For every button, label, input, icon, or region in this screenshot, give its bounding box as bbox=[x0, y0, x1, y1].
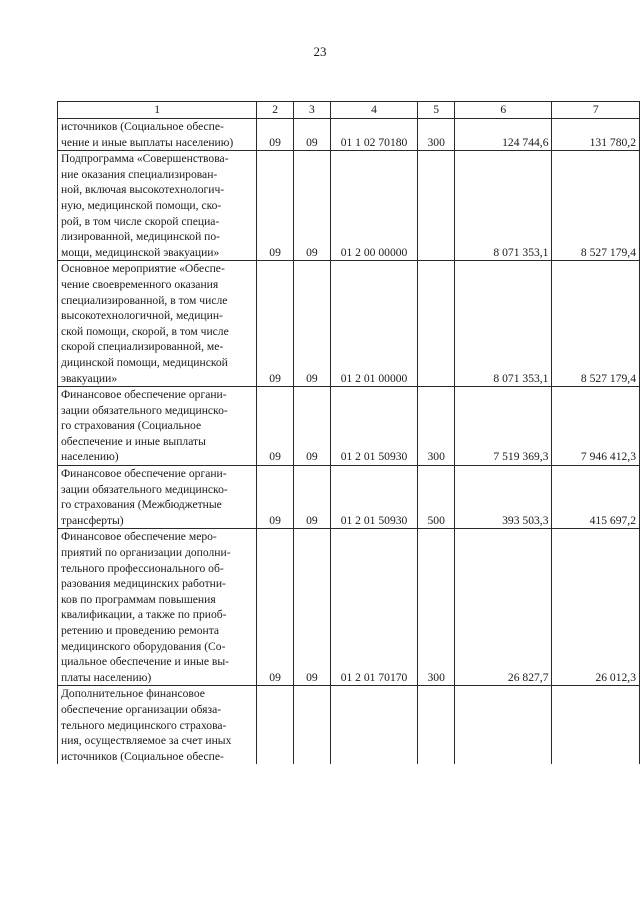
page-number: 23 bbox=[313, 44, 327, 59]
table-row bbox=[58, 686, 640, 764]
column-header: 7 bbox=[552, 102, 640, 119]
column-header: 2 bbox=[257, 102, 294, 119]
amount-column-7: 26 012,3 bbox=[552, 529, 640, 686]
subsection-code: 09 bbox=[294, 151, 331, 261]
table-row bbox=[58, 261, 640, 387]
item-name-cell bbox=[58, 261, 257, 387]
subsection-code: 09 bbox=[294, 261, 331, 387]
section-code: 09 bbox=[257, 261, 294, 387]
section-code: 09 bbox=[257, 466, 294, 529]
item-name: источников (Социальное обеспе- чение и иные выплаты населению) bbox=[61, 120, 234, 149]
section-code: 09 bbox=[257, 529, 294, 686]
amount-column-6: 124 744,6 bbox=[455, 119, 552, 151]
column-header: 5 bbox=[418, 102, 455, 119]
expense-type-code: 300 bbox=[418, 387, 455, 466]
expense-type-code: 500 bbox=[418, 466, 455, 529]
amount-column-7: 131 780,2 bbox=[552, 119, 640, 151]
target-article-code: 01 2 01 50930 bbox=[330, 387, 417, 466]
table-row bbox=[58, 119, 640, 151]
item-name: Финансовое обеспечение органи- зации обязательного медицинско- го страхования (Межбюджетные трансферты) bbox=[61, 467, 228, 527]
column-header: 6 bbox=[455, 102, 552, 119]
target-article-code bbox=[330, 686, 417, 764]
amount-column-6 bbox=[455, 686, 552, 764]
item-name-cell bbox=[58, 686, 257, 764]
table-row bbox=[58, 529, 640, 686]
table-row bbox=[58, 387, 640, 466]
amount-column-7: 415 697,2 bbox=[552, 466, 640, 529]
budget-table bbox=[57, 101, 640, 764]
target-article-code: 01 2 01 00000 bbox=[330, 261, 417, 387]
item-name-cell bbox=[58, 387, 257, 466]
amount-column-6: 7 519 369,3 bbox=[455, 387, 552, 466]
item-name: Подпрограмма «Совершенствова- ние оказания специализирован- ной, включая высокотехнологич- ную, медицинской помощи, ско- рой, в том числе скорой специа- лизированной, медицинской по- мощи, медицинской эвакуации» bbox=[61, 152, 229, 259]
item-name-cell bbox=[58, 466, 257, 529]
section-code: 09 bbox=[257, 151, 294, 261]
column-header: 4 bbox=[330, 102, 417, 119]
target-article-code: 01 2 00 00000 bbox=[330, 151, 417, 261]
target-article-code: 01 2 01 70170 bbox=[330, 529, 417, 686]
section-code: 09 bbox=[257, 387, 294, 466]
item-name: Основное мероприятие «Обеспе- чение своевременного оказания специализированной, в том числе высокотехнологичной, медицин- ской помощи, скорой, в том числе скорой специализированной, ме- дицинской помощи, медицинской эвакуации» bbox=[61, 262, 229, 385]
subsection-code: 09 bbox=[294, 466, 331, 529]
subsection-code: 09 bbox=[294, 119, 331, 151]
amount-column-6: 8 071 353,1 bbox=[455, 151, 552, 261]
subsection-code: 09 bbox=[294, 387, 331, 466]
amount-column-6: 8 071 353,1 bbox=[455, 261, 552, 387]
expense-type-code: 300 bbox=[418, 119, 455, 151]
amount-column-7: 8 527 179,4 bbox=[552, 261, 640, 387]
table-header-row bbox=[58, 102, 640, 119]
amount-column-6: 393 503,3 bbox=[455, 466, 552, 529]
table-row bbox=[58, 151, 640, 261]
expense-type-code: 300 bbox=[418, 529, 455, 686]
section-code bbox=[257, 686, 294, 764]
section-code: 09 bbox=[257, 119, 294, 151]
item-name: Финансовое обеспечение органи- зации обязательного медицинско- го страхования (Социальное обеспечение и иные выплаты населению) bbox=[61, 388, 228, 464]
item-name: Финансовое обеспечение меро- приятий по организации дополни- тельного профессионального об- разования медицинских работни- ков по программам повышения квалификации, а также по приоб- ретению и проведению ремонта медицинского оборудования (Со- циальное обеспечение и иные вы- платы населению) bbox=[61, 530, 231, 684]
target-article-code: 01 1 02 70180 bbox=[330, 119, 417, 151]
expense-type-code bbox=[418, 261, 455, 387]
item-name-cell bbox=[58, 529, 257, 686]
item-name-cell bbox=[58, 119, 257, 151]
item-name: Дополнительное финансовое обеспечение организации обяза- тельного медицинского страхова- ния, осуществляемое за счет иных источников (Социальное обеспе- bbox=[61, 687, 232, 763]
expense-type-code bbox=[418, 151, 455, 261]
amount-column-7: 8 527 179,4 bbox=[552, 151, 640, 261]
expense-type-code bbox=[418, 686, 455, 764]
item-name-cell bbox=[58, 151, 257, 261]
subsection-code bbox=[294, 686, 331, 764]
column-header: 1 bbox=[58, 102, 257, 119]
amount-column-7: 7 946 412,3 bbox=[552, 387, 640, 466]
column-header: 3 bbox=[294, 102, 331, 119]
amount-column-6: 26 827,7 bbox=[455, 529, 552, 686]
subsection-code: 09 bbox=[294, 529, 331, 686]
target-article-code: 01 2 01 50930 bbox=[330, 466, 417, 529]
amount-column-7 bbox=[552, 686, 640, 764]
table-row bbox=[58, 466, 640, 529]
